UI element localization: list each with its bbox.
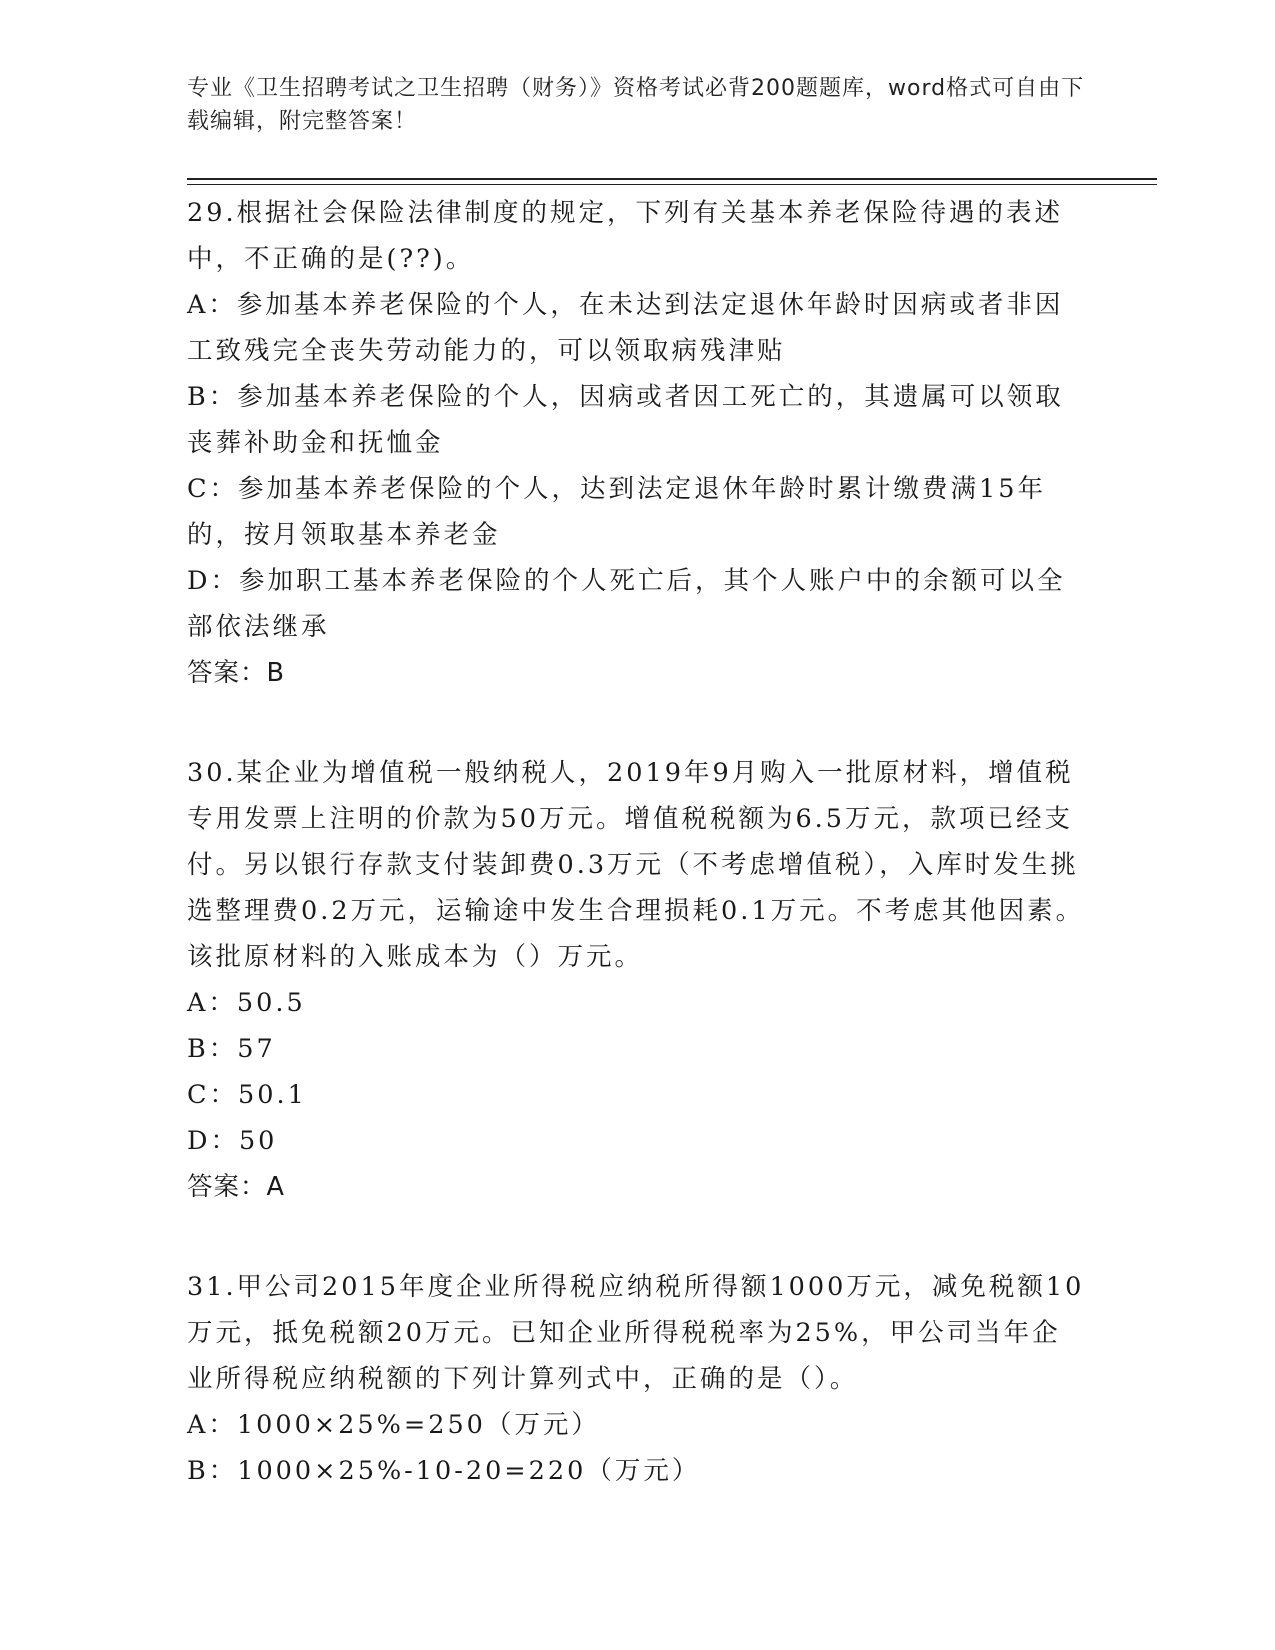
question-stem: 31.甲公司2015年度企业所得税应纳税所得额1000万元，减免税额10万元，抵免税额20万元。已知企业所得税税率为25%，甲公司当年企业所得税应纳税额的下列计算列式中，正确的是（）。 <box>187 1272 1085 1394</box>
question-30 <box>187 750 1087 1210</box>
option-a: A：50.5 <box>187 988 306 1018</box>
option-a: A：参加基本养老保险的个人，在未达到法定退休年龄时因病或者非因工致残完全丧失劳动能力的，可以领取病残津贴 <box>187 290 1064 366</box>
option-d: D：参加职工基本养老保险的个人死亡后，其个人账户中的余额可以全部依法继承 <box>187 566 1066 642</box>
header-divider-thin <box>187 184 1157 185</box>
option-c: C：参加基本养老保险的个人，达到法定退休年龄时累计缴费满15年的，按月领取基本养老金 <box>187 474 1046 550</box>
question-stem: 29.根据社会保险法律制度的规定，下列有关基本养老保险待遇的表述中，不正确的是(??)。 <box>187 198 1064 274</box>
question-stem: 30.某企业为增值税一般纳税人，2019年9月购入一批原材料，增值税专用发票上注明的价款为50万元。增值税税额为6.5万元，款项已经支付。另以银行存款支付装卸费0.3万元（不考虑增值税），入库时发生挑选整理费0.2万元，运输途中发生合理损耗0.1万元。不考虑其他因素。该批原材料的入账成本为（）万元。 <box>187 758 1085 972</box>
option-d: D：50 <box>187 1126 278 1156</box>
option-b: B：57 <box>187 1034 276 1064</box>
option-c: C：50.1 <box>187 1080 307 1110</box>
option-b: B：参加基本养老保险的个人，因病或者因工死亡的，其遗属可以领取丧葬补助金和抚恤金 <box>187 382 1064 458</box>
question-31 <box>187 1264 1087 1494</box>
option-b: B：1000×25%-10-20=220（万元） <box>187 1456 701 1486</box>
answer-line: 答案：B <box>187 658 285 688</box>
question-list <box>187 190 1087 1548</box>
header-divider-thick <box>187 178 1157 180</box>
page-header: 专业《卫生招聘考试之卫生招聘（财务）》资格考试必背200题题库，word格式可自由下载编辑，附完整答案！ <box>187 76 1085 134</box>
option-a: A：1000×25%=250（万元） <box>187 1410 600 1440</box>
answer-line: 答案：A <box>187 1172 285 1202</box>
question-29 <box>187 190 1087 696</box>
